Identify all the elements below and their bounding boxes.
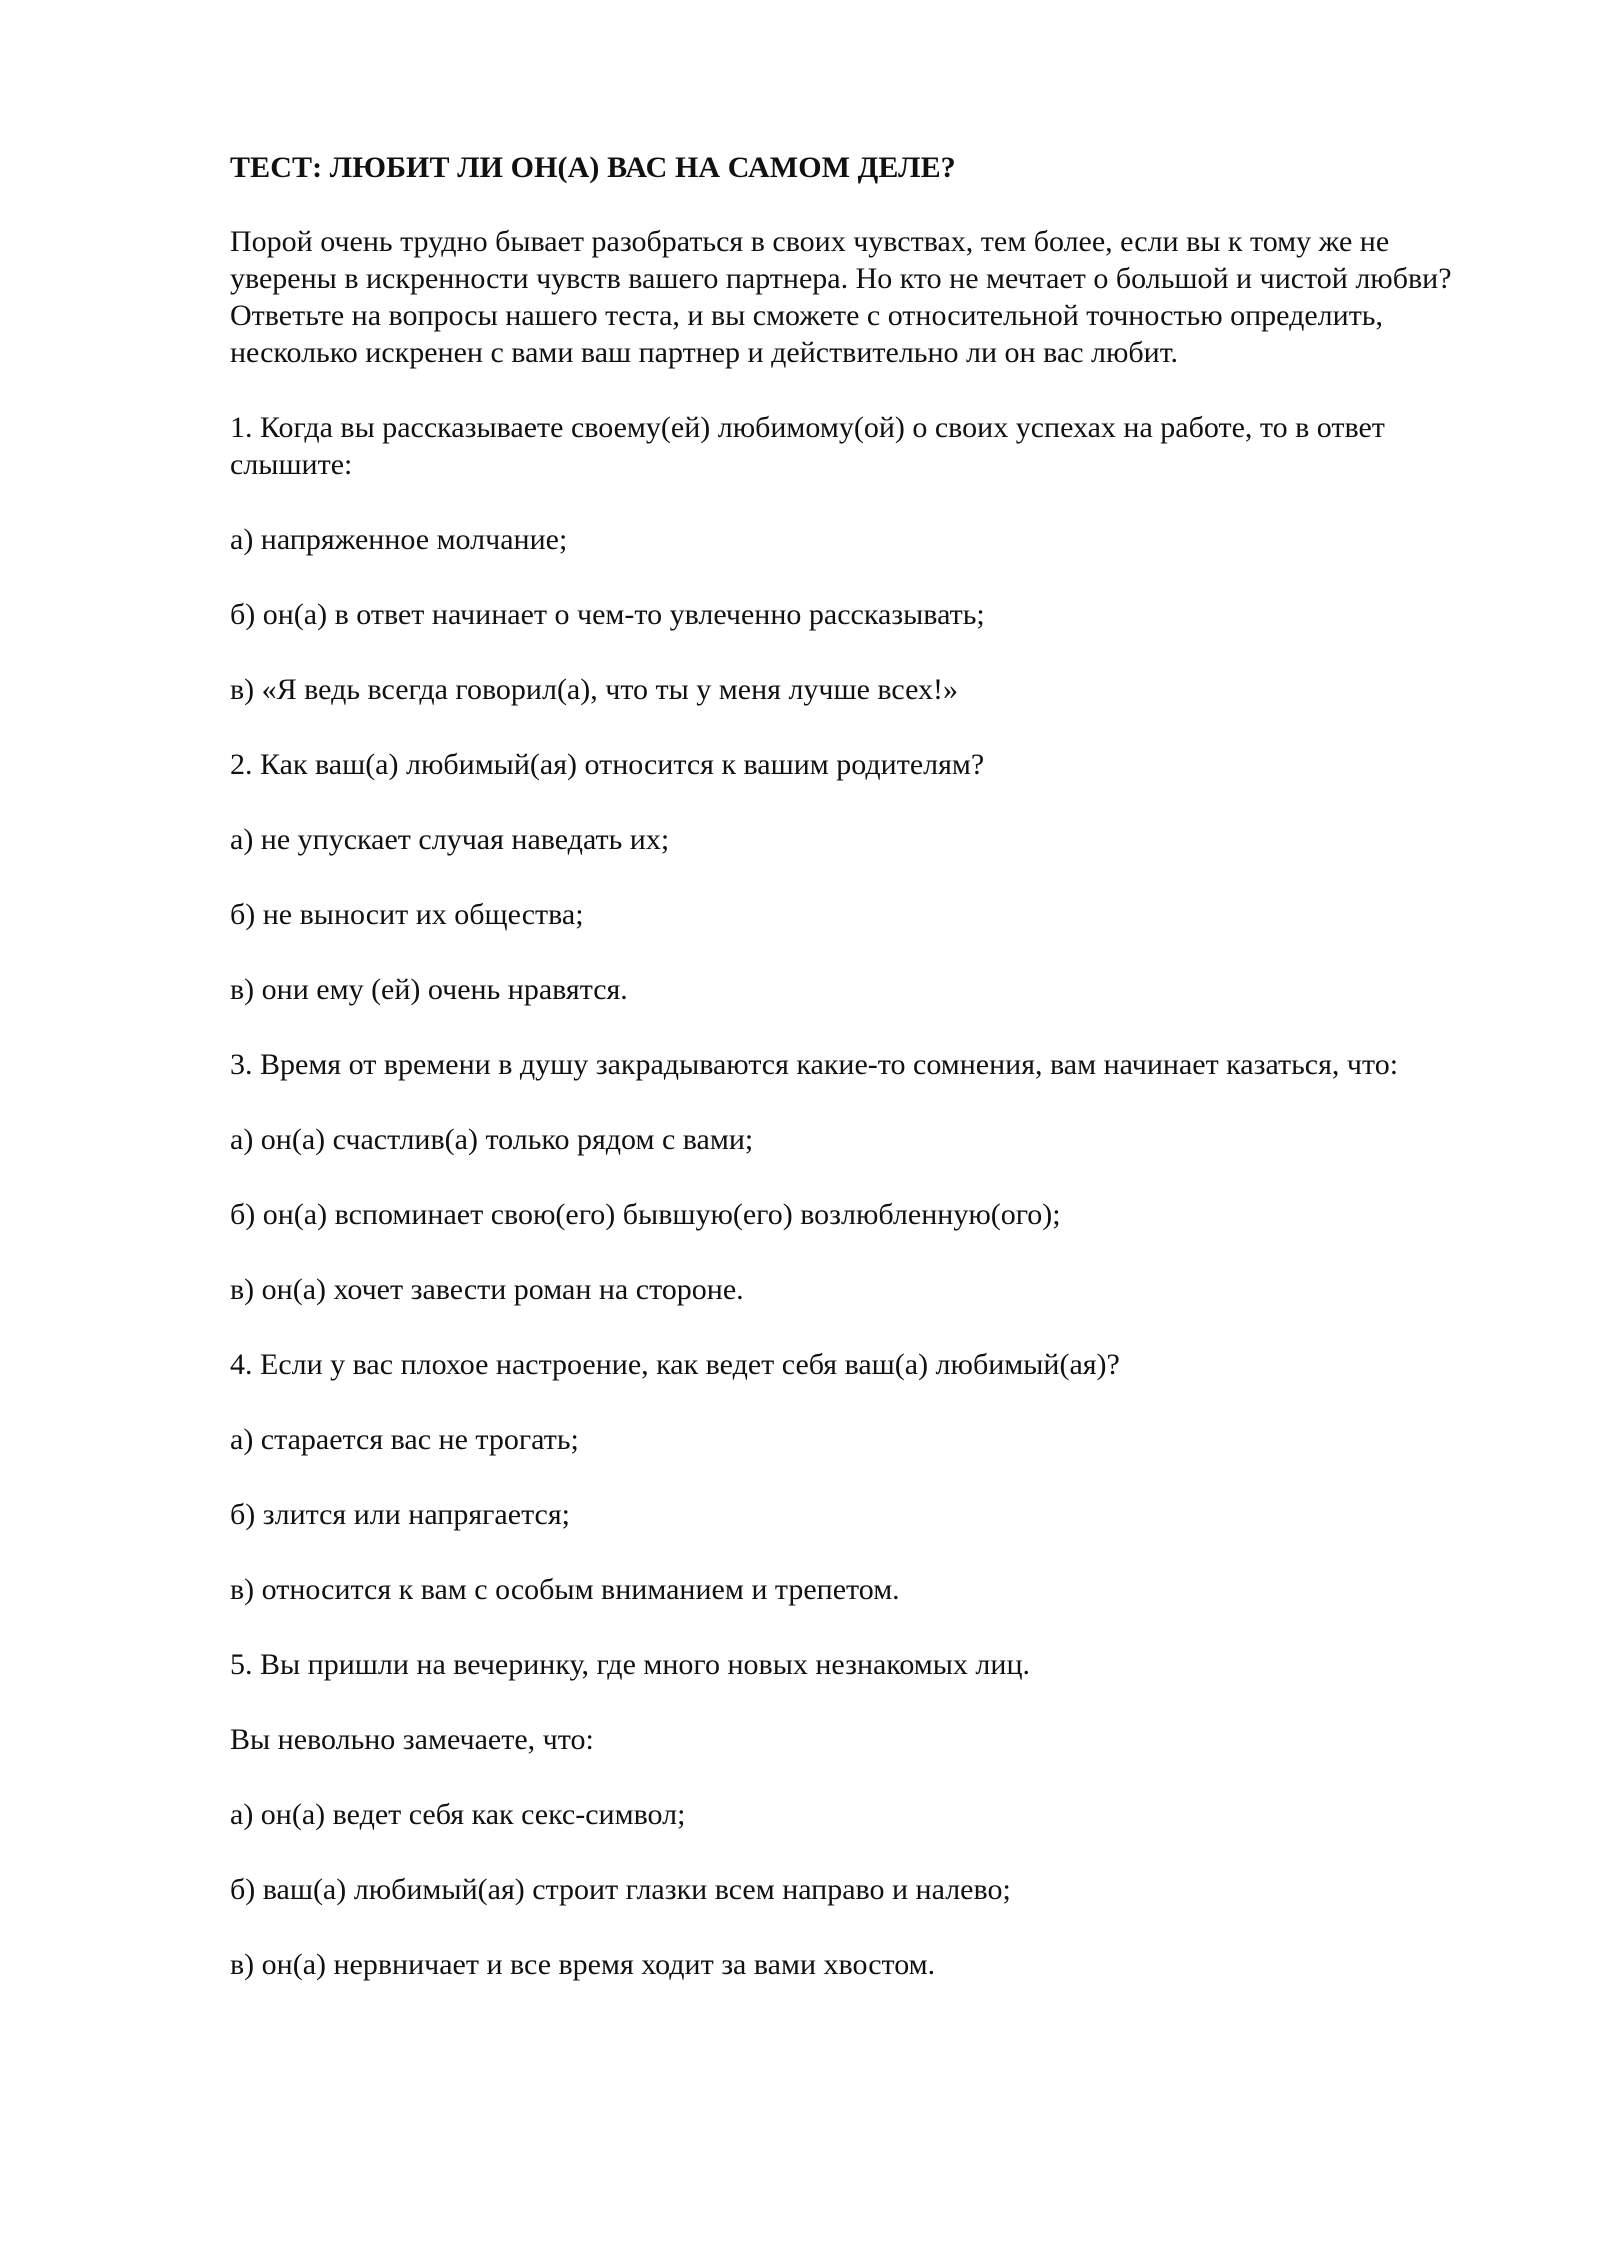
- document-page: [230, 150, 1500, 2021]
- question-4-option-v: в) относится к вам с особым вниманием и трепетом.: [230, 1573, 900, 1606]
- question-5-continuation: Вы невольно замечаете, что:: [230, 1723, 594, 1756]
- question-4-option-b: б) злится или напрягается;: [230, 1498, 570, 1531]
- question-2: 2. Как ваш(а) любимый(ая) относится к вашим родителям?: [230, 748, 985, 781]
- question-1-option-b: б) он(а) в ответ начинает о чем-то увлеченно рассказывать;: [230, 598, 985, 631]
- question-3-option-a: а) он(а) счастлив(а) только рядом с вами;: [230, 1123, 754, 1156]
- question-5: 5. Вы пришли на вечеринку, где много новых незнакомых лиц.: [230, 1648, 1031, 1681]
- question-3-option-v: в) он(а) хочет завести роман на стороне.: [230, 1273, 744, 1306]
- question-2-option-v: в) они ему (ей) очень нравятся.: [230, 973, 628, 1006]
- question-1-option-a: а) напряженное молчание;: [230, 523, 568, 556]
- question-1-option-v: в) «Я ведь всегда говорил(а), что ты у меня лучше всех!»: [230, 673, 959, 706]
- question-2-option-b: б) не выносит их общества;: [230, 898, 584, 931]
- question-3-option-b: б) он(а) вспоминает свою(его) бывшую(его) возлюбленную(ого);: [230, 1198, 1061, 1231]
- question-3: 3. Время от времени в душу закрадываются какие-то сомнения, вам начинает казаться, что:: [230, 1048, 1399, 1081]
- document-title: ТЕСТ: ЛЮБИТ ЛИ ОН(А) ВАС НА САМОМ ДЕЛЕ?: [230, 151, 956, 184]
- question-4: 4. Если у вас плохое настроение, как ведет себя ваш(а) любимый(ая)?: [230, 1348, 1120, 1381]
- question-4-option-a: а) старается вас не трогать;: [230, 1423, 579, 1456]
- question-2-option-a: а) не упускает случая наведать их;: [230, 823, 670, 856]
- question-5-option-b: б) ваш(а) любимый(ая) строит глазки всем направо и налево;: [230, 1873, 1011, 1906]
- intro-paragraph: Порой очень трудно бывает разобраться в своих чувствах, тем более, если вы к тому же не уверены в искренности чувств вашего партнера. Но кто не мечтает о большой и чистой любви? Ответьте на вопросы нашего теста, и вы сможете с относительной точностью определить, несколько искренен с вами ваш партнер и действительно ли он вас любит.: [230, 225, 1452, 369]
- question-5-option-a: а) он(а) ведет себя как секс-символ;: [230, 1798, 686, 1831]
- question-1: 1. Когда вы рассказываете своему(ей) любимому(ой) о своих успехах на работе, то в ответ слышите:: [230, 411, 1385, 481]
- question-5-option-v: в) он(а) нервничает и все время ходит за вами хвостом.: [230, 1948, 936, 1981]
